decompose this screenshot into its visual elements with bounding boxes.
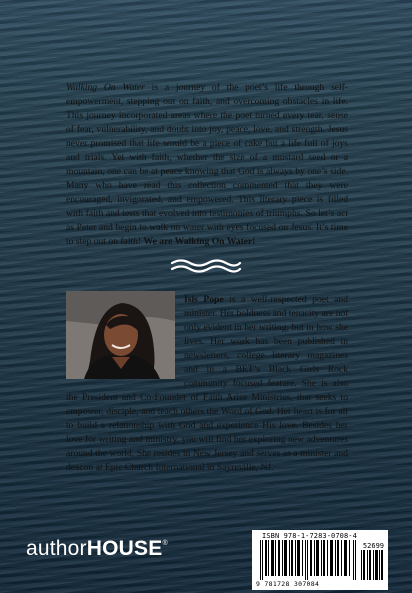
book-title: Walking On Water [66, 82, 145, 93]
publisher-name-bold: HOUSE [86, 537, 163, 560]
supplement-barcode-icon [360, 550, 384, 580]
description-text: is a journey of the poet’s life through self-empowerment, stepping out on faith, and overcoming obstacles in life. This journey incorporated areas where the poet turned every tear, sense of fear, vulnerability, and doubt into joy, peace, love, and strength. Jesus never promised that life would be a piece of cake but a life full of joys and trials. Yet with faith, whether the size of a mustard seed or a mountain, one can be at peace knowing that God is always by one’s side. Many who have read this collection commented that they were encouraged, invigorated, and empowered. This literary piece is filled with faith and tests that evolved into testimonies of triumphs. So let’s act as Peter and begin to walk on water with eyes focused on Jesus. It’s time to step out on faith! [66, 82, 348, 247]
registered-mark: ® [162, 540, 168, 547]
publisher-logo [26, 537, 168, 561]
publisher-name: author [26, 537, 87, 560]
author-bio [66, 293, 348, 475]
author-name: Isis Pope [184, 294, 224, 305]
barcode-digits: 9 781728 307084 [256, 580, 320, 588]
isbn-number: ISBN 978-1-7283-0708-4 [262, 532, 357, 540]
closing-line: We are Walking On Water! [143, 236, 256, 247]
bio-text: is a well-respected poet and minister. Her boldness and tenacity are not only evident in her writing, but in how she lives. Her work has been published in newsletters, college literary magazines and in a BET’s Black Girls Rock community focused feature. She is also the President and Co-Founder of Faith Arise Ministries, that seeks to empower, disciple, and teach others the Word of God. Her heart is for all to build a relationship with God and experience His love. Besides her love for writing and ministry, you will find her exploring new adventures around the world. She resides in New Jersey and serves as a minister and deacon at Epic Church International in Sayreville, NJ. [66, 294, 349, 473]
wave-divider-icon [170, 257, 242, 275]
barcode-bars-icon [258, 540, 358, 580]
isbn-barcode [252, 530, 388, 590]
book-description [66, 81, 348, 249]
price-code: 52699 [362, 542, 384, 550]
